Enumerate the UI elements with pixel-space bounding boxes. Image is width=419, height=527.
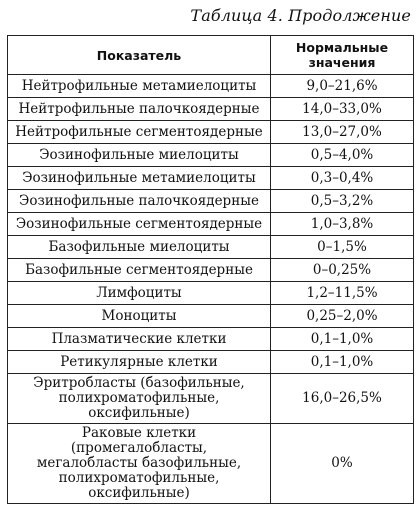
table-row [8, 236, 414, 259]
table-row [8, 213, 414, 236]
value-cell: 13,0–27,0% [271, 121, 414, 144]
value-cell: 9,0–21,6% [271, 75, 414, 98]
table-row [8, 190, 414, 213]
value-cell: 0,5–3,2% [271, 190, 414, 213]
table-row [8, 424, 414, 504]
value-cell: 0,25–2,0% [271, 305, 414, 328]
indicator-cell: Базофильные миелоциты [8, 236, 271, 259]
table-row [8, 121, 414, 144]
indicator-cell: Нейтрофильные палочкоядерные [8, 98, 271, 121]
value-cell: 0–0,25% [271, 259, 414, 282]
table-row [8, 144, 414, 167]
value-cell: 1,0–3,8% [271, 213, 414, 236]
table-row [8, 351, 414, 374]
header-normal-values [271, 36, 414, 75]
indicator-line: оксифильные) [88, 485, 190, 501]
indicator-cell: Эозинофильные миелоциты [8, 144, 271, 167]
indicator-line: оксифильные) [88, 405, 190, 421]
value-cell: 0,3–0,4% [271, 167, 414, 190]
value-cell: 0–1,5% [271, 236, 414, 259]
indicator-cell: Эозинофильные палочкоядерные [8, 190, 271, 213]
header-normal-values-line1: Нормальные [295, 40, 389, 55]
indicator-line: Раковые клетки (промегалобласты, [70, 425, 208, 456]
value-cell: 0,5–4,0% [271, 144, 414, 167]
indicator-cell: Плазматические клетки [8, 328, 271, 351]
indicator-cell: Лимфоциты [8, 282, 271, 305]
table-row [8, 259, 414, 282]
value-cell: 16,0–26,5% [271, 374, 414, 424]
value-cell: 14,0–33,0% [271, 98, 414, 121]
table-caption: Таблица 4. Продолжение [190, 6, 411, 25]
header-indicator: Показатель [8, 36, 271, 75]
indicator-line: мегалобласты базофильные, [36, 455, 242, 471]
table-row [8, 98, 414, 121]
table-row [8, 374, 414, 424]
indicator-cell [8, 374, 271, 424]
normal-values-table [7, 35, 414, 504]
header-normal-values-line2: значения [308, 55, 376, 70]
value-cell: 0,1–1,0% [271, 328, 414, 351]
indicator-cell: Базофильные сегментоядерные [8, 259, 271, 282]
value-cell: 0% [271, 424, 414, 504]
table-row [8, 75, 414, 98]
value-cell: 1,2–11,5% [271, 282, 414, 305]
table-row [8, 328, 414, 351]
indicator-cell: Ретикулярные клетки [8, 351, 271, 374]
value-cell: 0,1–1,0% [271, 351, 414, 374]
table-row [8, 167, 414, 190]
table-row [8, 282, 414, 305]
indicator-cell: Эозинофильные сегментоядерные [8, 213, 271, 236]
indicator-cell [8, 424, 271, 504]
table-header-row [8, 36, 414, 75]
indicator-cell: Нейтрофильные метамиелоциты [8, 75, 271, 98]
indicator-cell: Эозинофильные метамиелоциты [8, 167, 271, 190]
indicator-cell: Моноциты [8, 305, 271, 328]
table-row [8, 305, 414, 328]
indicator-line: полихроматофильные, [58, 390, 220, 406]
indicator-cell: Нейтрофильные сегментоядерные [8, 121, 271, 144]
indicator-line: Эритробласты (базофильные, [33, 375, 245, 391]
indicator-line: полихроматофильные, [58, 470, 220, 486]
